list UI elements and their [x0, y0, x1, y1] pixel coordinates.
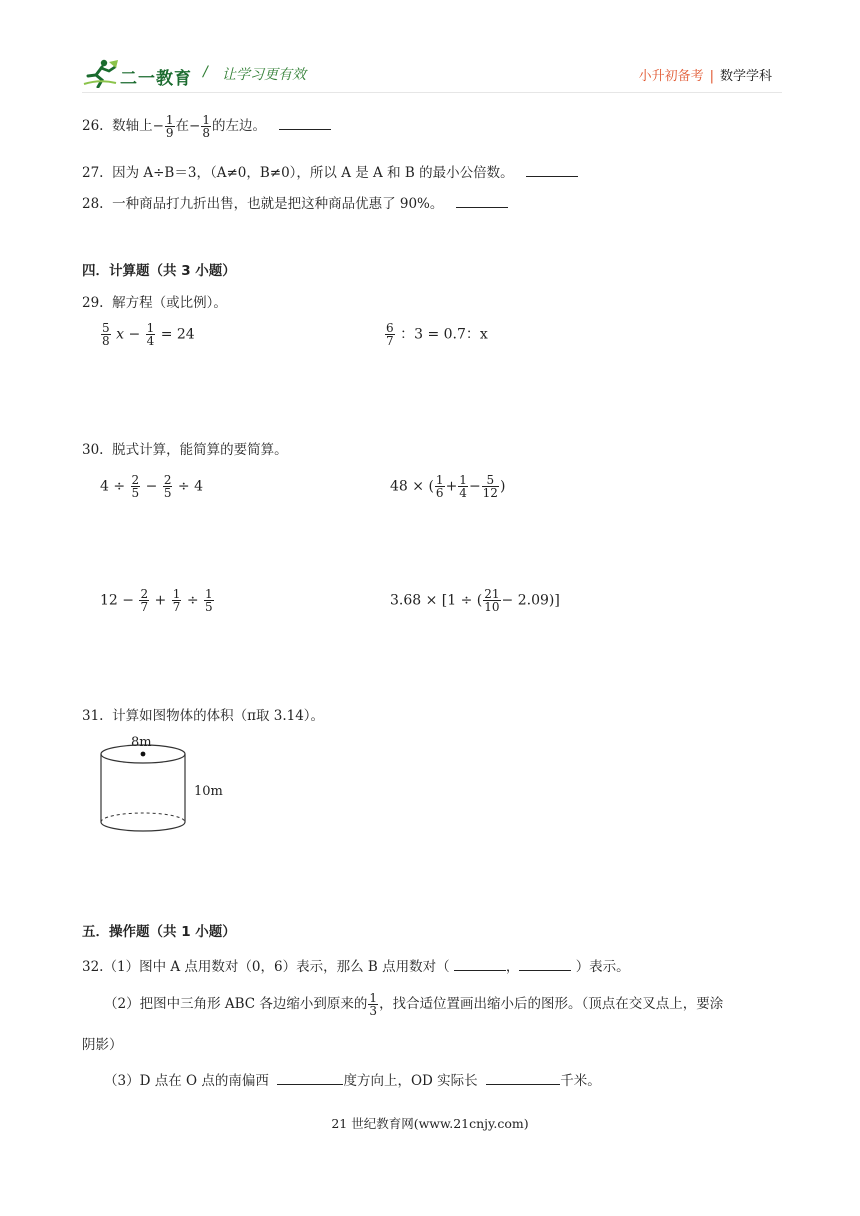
- question-number: 29.: [82, 295, 104, 311]
- section-5-heading: 五．操作题（共 1 小题）: [82, 924, 236, 940]
- question-text: 解方程（或比例）。: [112, 295, 227, 311]
- header: [82, 58, 782, 90]
- fraction: $\frac{1}{8}$: [202, 113, 210, 140]
- answer-blank[interactable]: [277, 1072, 343, 1085]
- question-number: 27.: [82, 165, 104, 181]
- equation-29-1: $\frac{5}{8}$ x − $\frac{1}{4}$ = 24: [102, 321, 195, 348]
- header-slash: /: [203, 64, 208, 80]
- question-32-part-2-continued: 阴影）: [82, 1037, 123, 1053]
- logo-runner-icon: [82, 58, 120, 88]
- expression-30-1: 4 ÷ $\frac{2}{5}$ − $\frac{2}{5}$ ÷ 4: [100, 473, 204, 500]
- question-text: （1）图中 A 点用数对（0，6）表示，那么 B 点用数对（: [103, 959, 450, 975]
- header-subject-label: 数学学科: [719, 69, 772, 84]
- question-text: 在−: [175, 118, 201, 134]
- question-29: [82, 291, 227, 311]
- answer-blank[interactable]: [456, 195, 508, 208]
- question-text: 的左边。: [211, 118, 266, 134]
- question-26: [82, 114, 331, 139]
- question-text: ）表示。: [575, 959, 630, 975]
- question-number: 31.: [82, 708, 104, 724]
- question-text: 数轴上−: [112, 118, 164, 134]
- section-4-heading: 四．计算题（共 3 小题）: [82, 263, 236, 279]
- answer-blank[interactable]: [454, 958, 506, 971]
- question-32-part-2: （2）把图中三角形 ABC 各边缩小到原来的 $\frac{1}{3}$ ，找合适位置画出缩小后的图形。（顶点在交叉点上，要涂: [104, 991, 724, 1018]
- header-exam-label: 小升初备考: [638, 69, 704, 84]
- answer-blank[interactable]: [519, 958, 571, 971]
- answer-blank[interactable]: [526, 164, 578, 177]
- question-text: 一种商品打九折出售，也就是把这种商品优惠了 90%。: [112, 196, 444, 212]
- question-text: 度方向上，OD 实际长: [343, 1073, 478, 1089]
- question-28: [82, 192, 508, 212]
- question-number: 26.: [82, 118, 104, 134]
- question-text: 计算如图物体的体积（π取 3.14）。: [112, 708, 325, 724]
- question-number: 32.: [82, 959, 104, 975]
- page-footer: 21 世纪教育网(www.21cnjy.com): [331, 1116, 529, 1131]
- header-slogan: 让学习更有效: [222, 67, 306, 83]
- expression-30-4: 3.68 × [1 ÷ ( $\frac{21}{10}$ − 2.09)]: [390, 587, 560, 614]
- question-text: 脱式计算，能简算的要简算。: [112, 442, 288, 458]
- expression-30-3: 12 − $\frac{2}{7}$ + $\frac{1}{7}$ ÷ $\frac{1}{5}$: [100, 587, 213, 614]
- answer-blank[interactable]: [279, 117, 331, 130]
- header-rule: [82, 92, 782, 93]
- header-separator: |: [709, 69, 714, 84]
- question-32-part-1: 32.（1）图中 A 点用数对（0，6）表示，那么 B 点用数对（ ， ）表示。: [82, 959, 630, 975]
- question-32-part-3: [104, 1069, 601, 1089]
- question-text: 千米。: [560, 1073, 601, 1089]
- question-27: [82, 161, 578, 181]
- equation-29-2: $\frac{6}{7}$ ：3 = 0.7：x: [386, 321, 488, 348]
- answer-blank[interactable]: [486, 1072, 560, 1085]
- height-label: 10m: [194, 784, 223, 799]
- question-number: 28.: [82, 196, 104, 212]
- question-30: [82, 438, 288, 458]
- fraction: $\frac{1}{9}$: [165, 113, 174, 140]
- question-text: （2）把图中三角形 ABC 各边缩小到原来的: [104, 996, 368, 1012]
- diameter-label: 8m: [131, 735, 152, 750]
- question-31: [82, 704, 324, 724]
- expression-30-2: 48 × ( $\frac{1}{6}$ + $\frac{1}{4}$ − $\frac{5}{12}$ ): [390, 473, 506, 500]
- header-right: [639, 65, 772, 84]
- logo-text: 二一教育: [120, 69, 192, 89]
- question-number: 30.: [82, 442, 104, 458]
- question-text: （3）D 点在 O 点的南偏西: [104, 1073, 269, 1089]
- question-text: ，找合适位置画出缩小后的图形。（顶点在交叉点上，要涂: [379, 996, 724, 1012]
- question-text: 因为 A÷B＝3，（A≠0，B≠0），所以 A 是 A 和 B 的最小公倍数。: [112, 165, 514, 181]
